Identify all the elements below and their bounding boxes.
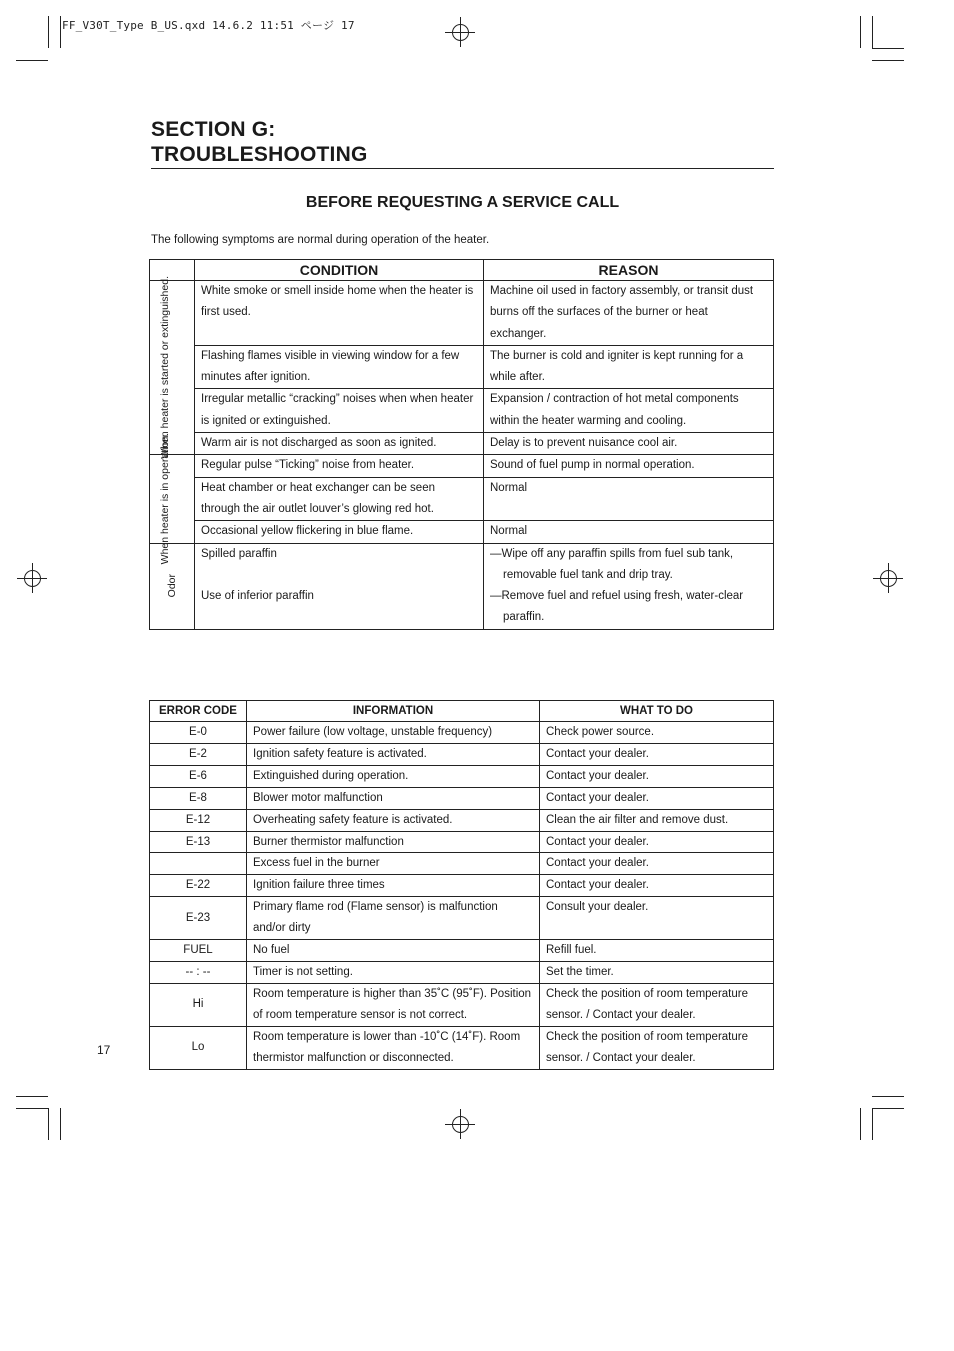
error-code-cell: E-22 <box>150 875 247 897</box>
condition-cell <box>195 543 484 629</box>
table-row <box>150 961 774 983</box>
error-code-cell: E-0 <box>150 722 247 744</box>
error-code-cell: Lo <box>150 1026 247 1069</box>
information-cell: Overheating safety feature is activated. <box>247 809 540 831</box>
table-row <box>150 787 774 809</box>
header-condition: CONDITION <box>195 260 484 281</box>
what-to-do-cell: Contact your dealer. <box>540 743 774 765</box>
condition-cell: Irregular metallic “cracking” noises when when heater is ignited or extinguished. <box>195 389 484 433</box>
error-code-cell <box>150 853 247 875</box>
table-row <box>150 831 774 853</box>
table-header-row <box>150 260 774 281</box>
error-code-cell: E-2 <box>150 743 247 765</box>
table-row <box>150 875 774 897</box>
header-what-to-do: WHAT TO DO <box>540 701 774 722</box>
information-cell: Extinguished during operation. <box>247 765 540 787</box>
reason-cell: Machine oil used in factory assembly, or transit dust burns off the surfaces of the burner or heat exchanger. <box>484 281 774 346</box>
table-row <box>150 477 774 521</box>
condition-cell: Regular pulse “Ticking” noise from heater. <box>195 455 484 477</box>
what-to-do-cell: Check the position of room temperature sensor. / Contact your dealer. <box>540 1026 774 1069</box>
title-divider <box>151 168 774 169</box>
condition-cell: Flashing flames visible in viewing window for a few minutes after ignition. <box>195 345 484 389</box>
page-number: 17 <box>97 1043 111 1057</box>
table-row <box>150 897 774 940</box>
section-title-line-1: SECTION G: <box>151 118 276 141</box>
table-row <box>150 853 774 875</box>
registration-mark-icon <box>17 563 47 593</box>
information-cell: Room temperature is lower than -10˚C (14˚F). Room thermistor malfunction or disconnected. <box>247 1026 540 1069</box>
error-code-cell: E-13 <box>150 831 247 853</box>
table-row <box>150 809 774 831</box>
group-label: When heater is in operation. <box>159 433 171 565</box>
information-cell: Excess fuel in the burner <box>247 853 540 875</box>
table-row <box>150 389 774 433</box>
what-to-do-cell: Contact your dealer. <box>540 875 774 897</box>
section-title-line-2: TROUBLESHOOTING <box>151 143 368 166</box>
reason-cell: Normal <box>484 477 774 521</box>
table-header-row <box>150 701 774 722</box>
condition-cell: Occasional yellow flickering in blue flame. <box>195 521 484 543</box>
condition-cell: White smoke or smell inside home when the heater is first used. <box>195 281 484 346</box>
reason-cell: Expansion / contraction of hot metal components within the heater warming and cooling. <box>484 389 774 433</box>
table-row <box>150 281 774 346</box>
registration-mark-icon <box>873 563 903 593</box>
what-to-do-cell: Contact your dealer. <box>540 831 774 853</box>
information-cell: Primary flame rod (Flame sensor) is malfunction and/or dirty <box>247 897 540 940</box>
symptoms-table <box>149 259 774 630</box>
table-row <box>150 1026 774 1069</box>
condition-cell: Heat chamber or heat exchanger can be seen through the air outlet louver’s glowing red hot. <box>195 477 484 521</box>
what-to-do-cell: Check the position of room temperature sensor. / Contact your dealer. <box>540 983 774 1026</box>
condition-line: Use of inferior paraffin <box>201 590 314 603</box>
group-label: Odor <box>166 574 178 598</box>
what-to-do-cell: Set the timer. <box>540 961 774 983</box>
condition-line: Spilled paraffin <box>201 547 277 560</box>
what-to-do-cell: Contact your dealer. <box>540 853 774 875</box>
what-to-do-cell: Contact your dealer. <box>540 787 774 809</box>
table-row <box>150 743 774 765</box>
header-information: INFORMATION <box>247 701 540 722</box>
registration-mark-icon <box>445 1109 475 1139</box>
what-to-do-cell: Consult your dealer. <box>540 897 774 940</box>
registration-mark-icon <box>445 17 475 47</box>
table-row <box>150 521 774 543</box>
group-label-cell <box>150 276 195 460</box>
error-code-cell: E-6 <box>150 765 247 787</box>
condition-cell: Warm air is not discharged as soon as ignited. <box>195 433 484 455</box>
error-code-cell: E-8 <box>150 787 247 809</box>
group-label-cell <box>150 433 195 565</box>
information-cell: Power failure (low voltage, unstable frequency) <box>247 722 540 744</box>
error-code-cell: E-23 <box>150 897 247 940</box>
error-code-cell: Hi <box>150 983 247 1026</box>
table-row <box>150 345 774 389</box>
intro-text: The following symptoms are normal during operation of the heater. <box>151 234 490 246</box>
what-to-do-cell: Contact your dealer. <box>540 765 774 787</box>
file-slug: FF_V30T_Type B_US.qxd 14.6.2 11:51 ページ 17 <box>62 19 355 32</box>
reason-cell: Normal <box>484 521 774 543</box>
table-row <box>150 983 774 1026</box>
reason-cell: Delay is to prevent nuisance cool air. <box>484 433 774 455</box>
information-cell: Ignition safety feature is activated. <box>247 743 540 765</box>
table-row <box>150 722 774 744</box>
what-to-do-cell: Refill fuel. <box>540 940 774 962</box>
group-label: When heater is started or extinguished. <box>159 276 171 460</box>
header-error-code: ERROR CODE <box>150 701 247 722</box>
information-cell: Burner thermistor malfunction <box>247 831 540 853</box>
table-row <box>150 455 774 477</box>
what-to-do-cell: Clean the air filter and remove dust. <box>540 809 774 831</box>
information-cell: Timer is not setting. <box>247 961 540 983</box>
error-code-table <box>149 700 774 1070</box>
table-row <box>150 543 774 629</box>
section-title <box>151 117 368 167</box>
error-code-cell: E-12 <box>150 809 247 831</box>
table-row <box>150 433 774 455</box>
information-cell: No fuel <box>247 940 540 962</box>
reason-cell <box>484 543 774 629</box>
header-reason: REASON <box>484 260 774 281</box>
reason-line: —Remove fuel and refuel using fresh, water-clear paraffin. <box>490 590 744 624</box>
table-row <box>150 765 774 787</box>
reason-line: —Wipe off any paraffin spills from fuel sub tank, removable fuel tank and drip tray. <box>490 547 734 581</box>
table-row <box>150 940 774 962</box>
what-to-do-cell: Check power source. <box>540 722 774 744</box>
subtitle: BEFORE REQUESTING A SERVICE CALL <box>305 194 620 211</box>
information-cell: Room temperature is higher than 35˚C (95˚F). Position of room temperature sensor is not correct. <box>247 983 540 1026</box>
error-code-cell: -- : -- <box>150 961 247 983</box>
error-code-cell: FUEL <box>150 940 247 962</box>
information-cell: Ignition failure three times <box>247 875 540 897</box>
information-cell: Blower motor malfunction <box>247 787 540 809</box>
reason-cell: The burner is cold and igniter is kept running for a while after. <box>484 345 774 389</box>
reason-cell: Sound of fuel pump in normal operation. <box>484 455 774 477</box>
